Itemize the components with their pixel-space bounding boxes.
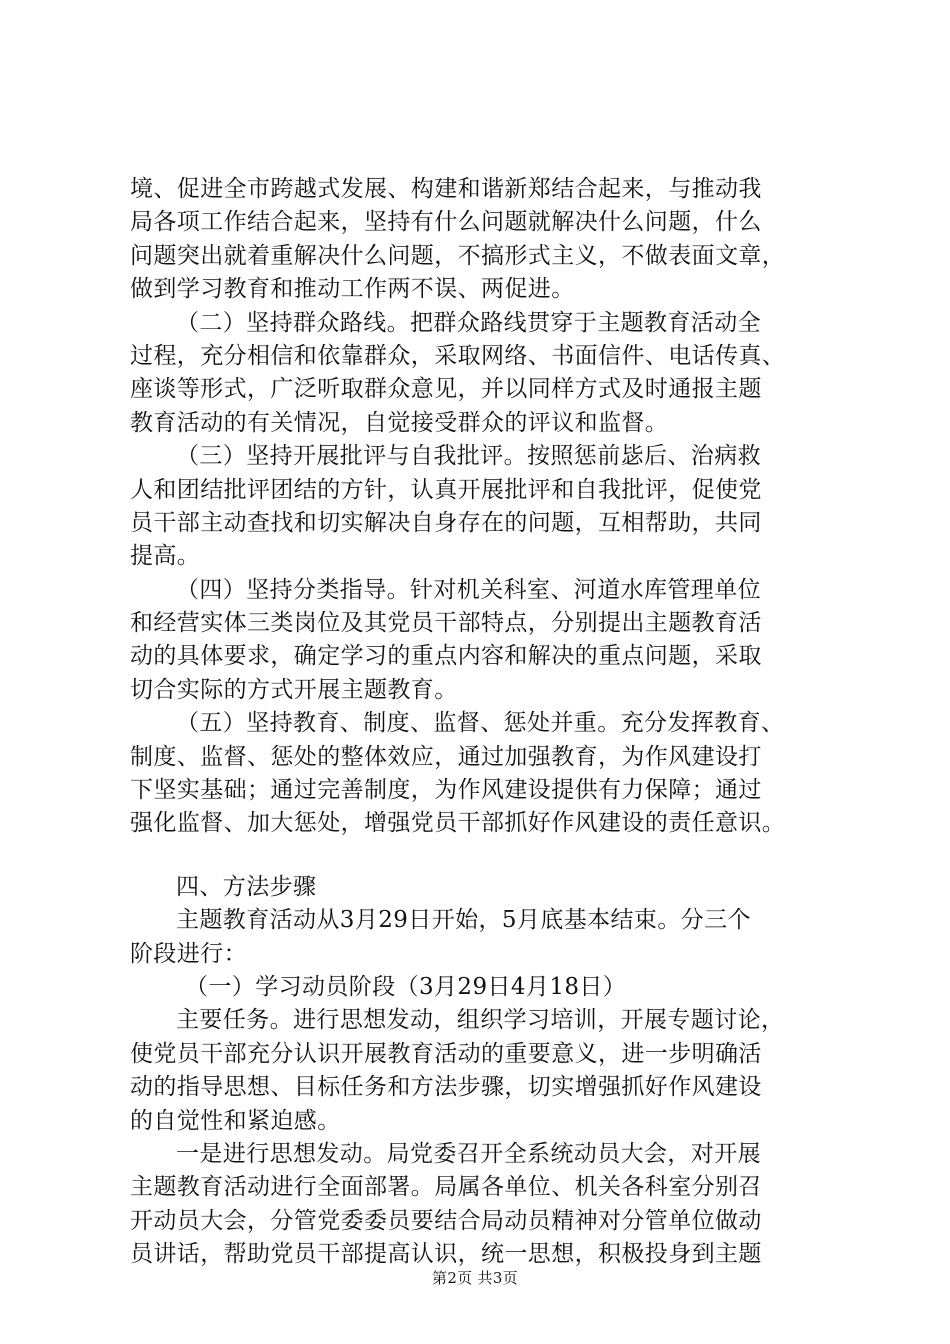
text-line: 切合实际的方式开展主题教育。 — [130, 676, 458, 703]
text-line: 开动员大会，分管党委委员要结合局动员精神对分管单位做动 — [130, 1207, 762, 1234]
text-line: 座谈等形式，广泛听取群众意见，并以同样方式及时通报主题 — [130, 376, 762, 403]
text-line: 问题突出就着重解决什么问题，不搞形式主义，不做表面文章， — [130, 242, 786, 269]
text-line: 教育活动的有关情况，自觉接受群众的评议和监督。 — [130, 409, 669, 436]
text-line: （四）坚持分类指导。针对机关科室、河道水库管理单位 — [176, 576, 761, 603]
text-line: 主题教育活动进行全面部署。局属各单位、机关各科室分别召 — [130, 1174, 762, 1201]
text-line: 主题教育活动从3月29日开始，5月底基本结束。分三个 — [176, 907, 751, 934]
document-body — [130, 173, 845, 1272]
section-heading: 四、方法步骤 — [176, 873, 317, 900]
text-line: （二）坚持群众路线。把群众路线贯穿于主题教育活动全 — [176, 309, 761, 336]
text-line: 主要任务。进行思想发动，组织学习培训，开展专题讨论， — [176, 1007, 785, 1034]
text-line: （五）坚持教育、制度、监督、惩处并重。充分发挥教育、 — [176, 710, 785, 737]
text-line: 使党员干部充分认识开展教育活动的重要意义，进一步明确活 — [130, 1040, 762, 1067]
subsection-heading: （一）学习动员阶段（3月29日4月18日） — [185, 973, 627, 1000]
text-line: 制度、监督、惩处的整体效应，通过加强教育，为作风建设打 — [130, 743, 762, 770]
text-line: 强化监督、加大惩处，增强党员干部抓好作风建设的责任意识。 — [130, 810, 786, 837]
text-line: 一是进行思想发动。局党委召开全系统动员大会，对开展 — [176, 1140, 761, 1167]
text-line: 动的指导思想、目标任务和方法步骤，切实增强抓好作风建设 — [130, 1074, 762, 1101]
text-line: 提高。 — [130, 543, 201, 570]
text-line: 境、促进全市跨越式发展、构建和谐新郑结合起来，与推动我 — [130, 176, 762, 202]
text-line: 人和团结批评团结的方针，认真开展批评和自我批评，促使党 — [130, 476, 762, 503]
text-line: 下坚实基础；通过完善制度，为作风建设提供有力保障；通过 — [130, 777, 762, 804]
paragraph-gap — [130, 841, 845, 871]
text-line: （三）坚持开展批评与自我批评。按照惩前毖后、治病救 — [176, 443, 761, 470]
text-line: 员干部主动查找和切实解决自身存在的问题，互相帮助，共同 — [130, 509, 762, 536]
text-line: 的自觉性和紧迫感。 — [130, 1107, 341, 1134]
page-footer: 第2页 共3页 — [432, 1269, 518, 1287]
text-line: 员讲话，帮助党员干部提高认识，统一思想，积极投身到主题 — [130, 1241, 762, 1268]
text-line: 动的具体要求，确定学习的重点内容和解决的重点问题，采取 — [130, 643, 762, 670]
text-line: 和经营实体三类岗位及其党员干部特点，分别提出主题教育活 — [130, 610, 762, 637]
text-line: 做到学习教育和推动工作两不误、两促进。 — [130, 276, 575, 303]
text-line: 阶段进行： — [130, 940, 247, 967]
text-line: 过程，充分相信和依靠群众，采取网络、书面信件、电话传真、 — [130, 342, 786, 369]
text-line: 局各项工作结合起来，坚持有什么问题就解决什么问题，什么 — [130, 209, 762, 236]
